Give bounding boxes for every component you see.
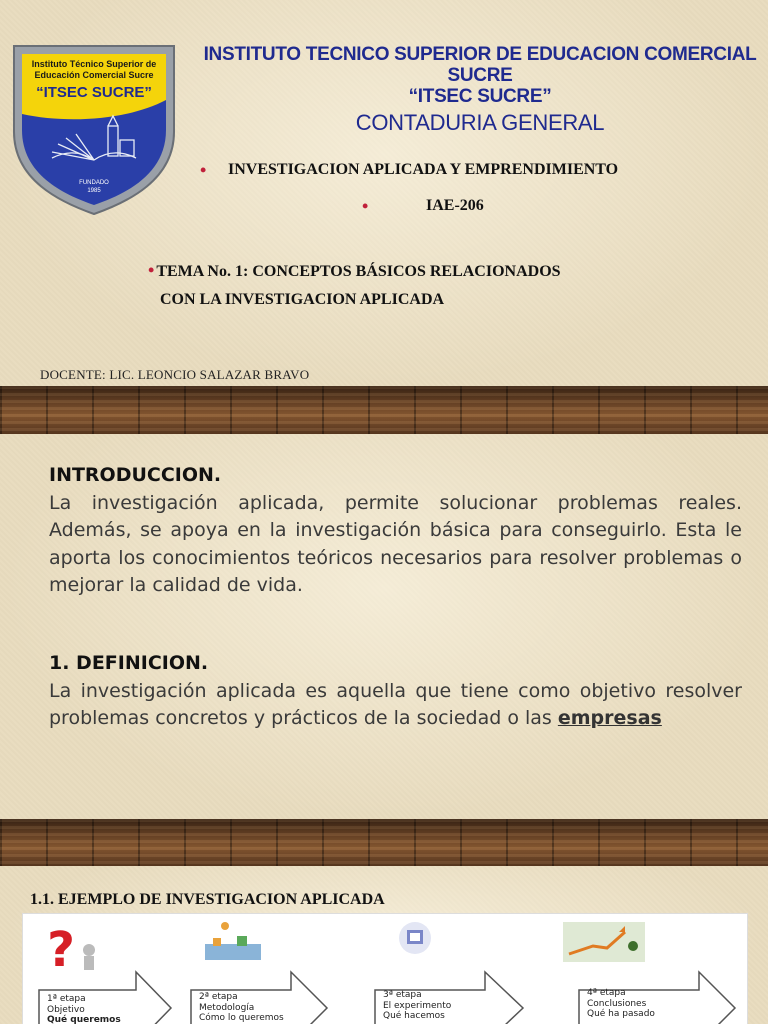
logo-year: 1985 [87,188,101,194]
stage-1-title: Objetivo [47,1004,85,1015]
stage-1-text [47,994,121,1024]
title-slide [0,0,768,386]
definition-heading: 1. DEFINICION. [49,652,209,674]
definition-body: La investigación aplicada es aquella que tiene como objetivo resolver problemas concretos y prácticos de la sociedad o las [49,679,742,729]
course-name [200,160,619,180]
svg-text:?: ? [47,922,75,974]
tema-line1: TEMA No. 1: CONCEPTOS BÁSICOS RELACIONADOS [156,263,561,280]
intro-slide [0,434,768,819]
bullet-icon: • [148,260,155,280]
example-slide [0,866,768,1024]
bullet-icon: • [362,196,369,216]
stage-2-number: 2ª etapa [199,992,238,1002]
intro-text: La investigación aplicada, permite solucionar problemas reales. Además, se apoya en la investigación básica para conseguirlo. Esta le aporta los conocimientos teóricos necesarios para resolver problemas o mejorar la calidad de vida. [49,491,742,596]
intro-heading: INTRODUCCION. [49,464,222,486]
institute-name [196,44,764,107]
stage-2-title: Metodología [199,1002,255,1013]
institute-line2: “ITSEC SUCRE” [408,86,552,107]
example-heading: 1.1. EJEMPLO DE INVESTIGACION APLICADA [30,891,385,908]
introduction-section [49,462,742,600]
stage-2-question: Cómo lo queremos [199,1013,284,1023]
course-name-text: INVESTIGACION APLICADA Y EMPRENDIMIENTO [228,161,619,178]
stage-3-title: El experimento [383,1000,452,1011]
definition-section [49,650,742,733]
stage-4-text [587,988,655,1020]
institute-line1: INSTITUTO TECNICO SUPERIOR DE EDUCACION COMERCIAL SUCRE [203,44,757,86]
stage-3-question: Qué hacemos [383,1011,445,1021]
logo-name: “ITSEC SUCRE” [36,84,152,101]
stage-3-number: 3ª etapa [383,990,422,1000]
wood-divider [0,819,768,866]
tema-block [148,256,561,314]
logo-text-line1: Instituto Técnico Superior de [31,59,157,69]
course-code-text: IAE-206 [426,197,484,214]
stage-2-text [199,992,284,1024]
empresas-link[interactable]: empresas [557,707,662,729]
course-code [362,196,484,216]
stage-4-number: 4ª etapa [587,988,626,998]
logo-fundado: FUNDADO [79,180,109,186]
itsec-logo [8,40,180,216]
department-title: CONTADURIA GENERAL [355,110,605,135]
stage-1-question: Qué queremos [47,1015,121,1024]
stage-1-number: 1ª etapa [47,994,86,1004]
stage-4-question: Qué ha pasado [587,1009,655,1019]
logo-text-line2: Educación Comercial Sucre [34,70,154,80]
stages-diagram [22,913,748,1024]
definition-text [49,678,742,733]
wood-divider [0,386,768,434]
stage-4-title: Conclusiones [587,998,647,1009]
tema-line2: CON LA INVESTIGACION APLICADA [160,291,445,308]
stage-3-text [383,990,451,1022]
docente-label: DOCENTE: LIC. LEONCIO SALAZAR BRAVO [40,367,310,382]
bullet-icon: • [200,160,207,180]
